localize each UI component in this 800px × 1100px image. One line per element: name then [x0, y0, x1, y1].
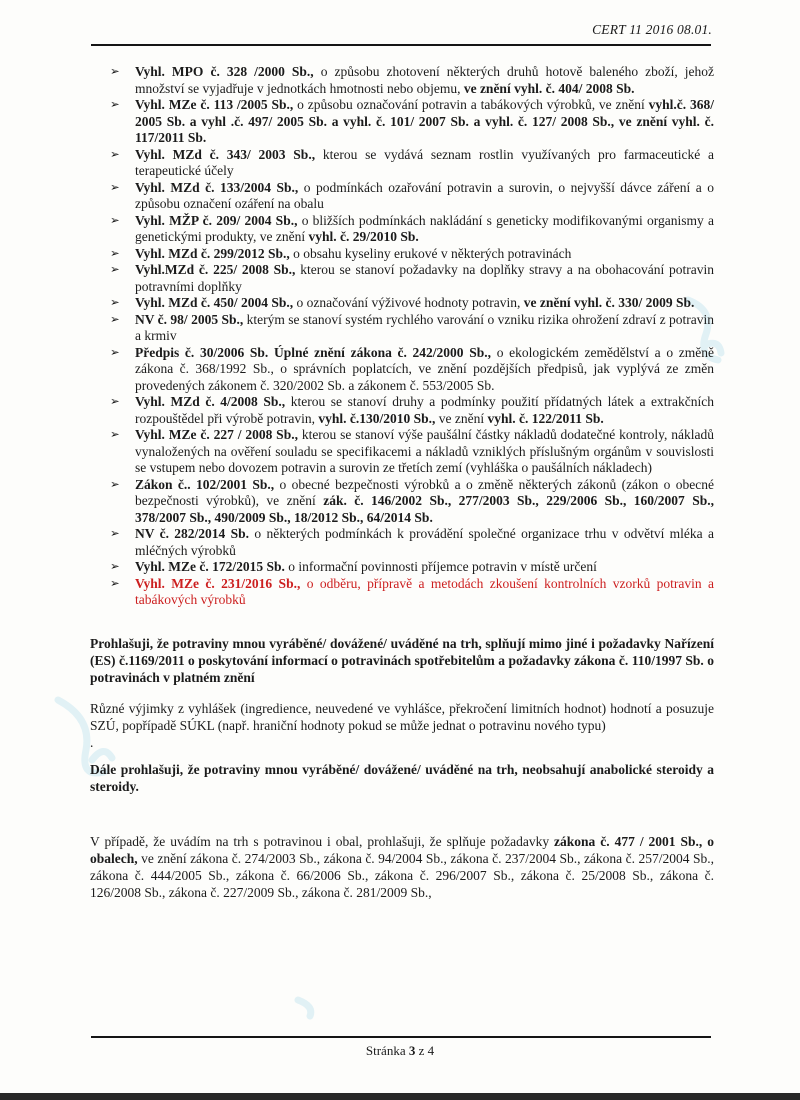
text-segment: Dále prohlašuji, že potraviny mnou vyráběné/ dovážené/ uváděné na trh, neobsahují anabolické steroidy a steroidy.: [90, 761, 714, 794]
regulation-list-item: [110, 576, 714, 609]
watermark-stroke: [298, 1000, 311, 1016]
text-segment: ve znění: [435, 410, 488, 426]
text-segment: vyhl.č. 368/ 2005 Sb. a vyhl .č. 497/ 2005 Sb. a vyhl. č. 101/ 2007 Sb. a vyhl. č. 127/ 2008 Sb., ve znění vyhl. č. 117/2011 Sb.: [135, 97, 714, 145]
regulation-text: [135, 477, 714, 527]
regulation-list-item: [110, 312, 714, 345]
document-reference: CERT 11 2016 08.01.: [592, 22, 712, 37]
arrow-bullet-icon: ➢: [110, 99, 120, 111]
text-segment: o podmínkách ozařování potravin a surovin, o nejvyšší dávce záření a o způsobu označení ozáření na obalu: [135, 179, 714, 211]
regulation-list-item: [110, 345, 714, 395]
text-segment: Vyhl. MZd č. 4/2008 Sb.,: [135, 394, 286, 409]
text-segment: kterou se stanoví požadavky na doplňky stravy a na obohacování potravin potravními doplňky: [135, 262, 714, 294]
declaration-paragraph-steroids: [90, 761, 714, 795]
text-segment: o obecné bezpečnosti výrobků a o změně některých zákonů (zákon o obecné bezpečnosti výrobků), ve znění: [135, 476, 714, 508]
declaration-paragraph-food-info: [90, 635, 714, 686]
regulation-list-item: [110, 180, 714, 213]
regulation-list-item: [110, 394, 714, 427]
regulation-list-item: [110, 246, 714, 263]
text-segment: Vyhl. MPO č. 328 /2000 Sb.,: [135, 64, 314, 79]
text-segment: o některých podmínkách k provádění společné organizace trhu v odvětví mléka a mléčných výrobků: [135, 526, 714, 558]
regulation-list-item: [110, 295, 714, 312]
text-segment: Vyhl. MZe č. 231/2016 Sb.,: [135, 575, 301, 591]
text-segment: vyhl. č.130/2010 Sb.,: [318, 410, 436, 426]
document-body: [90, 64, 714, 901]
text-segment: ve znění zákona č. 274/2003 Sb., zákona č. 94/2004 Sb., zákona č. 237/2004 Sb., zákona č. 257/2004 Sb., zákona č. 444/2005 Sb., zákona č. 66/2006 Sb., zákona č. 296/2007 Sb., zákona č. 25/2008 Sb., zákona č. 126/2008 Sb., zákona č. 227/2009 Sb., zákona č. 281/2009 Sb.,: [90, 850, 714, 900]
arrow-bullet-icon: ➢: [110, 214, 120, 227]
text-segment: Vyhl. MŽP č. 209/ 2004 Sb.,: [135, 212, 298, 228]
regulation-text: [135, 147, 714, 180]
regulation-list-item: [110, 64, 714, 97]
text-segment: Zákon č.. 102/2001 Sb.,: [135, 476, 275, 492]
text-segment: o obsahu kyseliny erukové v některých potravinách: [289, 245, 572, 261]
regulation-text: [135, 295, 714, 312]
declaration-paragraph-packaging: [90, 833, 714, 901]
regulation-list-item: [110, 427, 714, 477]
text-segment: zákona č. 477 / 2001 Sb., o obalech,: [90, 833, 714, 866]
regulation-list-item: [110, 559, 714, 576]
regulation-list: [90, 64, 714, 609]
text-segment: o bližších podmínkách nakládání s geneticky modifikovanými organismy a genetickými produkty, ve znění: [135, 212, 714, 244]
text-segment: Stránka: [365, 1043, 409, 1058]
regulation-list-item: [110, 262, 714, 295]
footer-rule: [91, 1036, 711, 1038]
arrow-bullet-icon: ➢: [110, 148, 120, 161]
text-segment: NV č. 282/2014 Sb.: [135, 526, 250, 541]
arrow-bullet-icon: ➢: [110, 478, 120, 491]
text-segment: Předpis č. 30/2006 Sb. Úplné znění zákona č. 242/2000 Sb.,: [135, 344, 492, 360]
text-segment: vyhl. č. 29/2010 Sb.: [308, 229, 419, 244]
regulation-text: [135, 262, 714, 295]
regulation-text: [135, 180, 714, 213]
regulation-list-item: [110, 526, 714, 559]
arrow-bullet-icon: ➢: [110, 264, 120, 276]
arrow-bullet-icon: ➢: [110, 561, 120, 573]
arrow-bullet-icon: ➢: [110, 528, 120, 540]
text-segment: Vyhl. MZd č. 343/ 2003 Sb.,: [135, 146, 316, 162]
regulation-text: [135, 526, 714, 559]
arrow-bullet-icon: ➢: [110, 577, 120, 590]
arrow-bullet-icon: ➢: [110, 313, 120, 326]
regulation-text: [135, 213, 714, 246]
arrow-bullet-icon: ➢: [110, 396, 120, 408]
text-segment: o ekologickém zemědělství a o změně zákona č. 368/1992 Sb., o správních poplatcích, ve znění pozdějších předpisů, jak vyplývá ze změn provedených zákonem č. 320/2002 Sb. a zákonem č. 553/2005 Sb.: [135, 344, 714, 393]
text-segment: kterou se stanoví výše paušální částky nákladů dodatečné kontroly, nákladů vynaložených na ověření souladu se specifikacemi a nákladů vzniklých příslušným orgánům v souvislosti se vstupem nebo dovozem potravin a surovin ze třetích zemí (vyhláška o paušálních nákladech): [135, 427, 714, 475]
regulation-text: [135, 246, 714, 263]
regulation-list-item: [110, 97, 714, 147]
regulation-list-item: [110, 147, 714, 180]
text-segment: Vyhl. MZd č. 299/2012 Sb.,: [135, 245, 290, 261]
text-segment: V případě, že uvádím na trh s potravinou i obal, prohlašuji, že splňuje požadavky: [90, 833, 555, 849]
regulation-text: [135, 312, 714, 345]
scan-edge-band: [0, 1093, 800, 1100]
text-segment: o informační povinnosti příjemce potravin v místě určení: [284, 559, 597, 574]
text-segment: o způsobu zhotovení některých druhů hotově baleného zboží, jehož množství se vyjadřuje v jednotkách hmotnosti nebo objemu,: [135, 64, 714, 96]
regulation-text: [135, 97, 714, 147]
regulation-text: [135, 394, 714, 427]
text-segment: kterou se vydává seznam rostlin využívaných pro farmaceutické a terapeutické účely: [135, 146, 714, 178]
text-segment: o způsobu označování potravin a tabákových výrobků, ve znění: [293, 97, 649, 112]
paragraph-exceptions: [90, 700, 714, 734]
regulation-list-item: [110, 213, 714, 246]
text-segment: z 4: [415, 1043, 435, 1058]
regulation-text: [135, 559, 714, 576]
text-segment: Vyhl. MZe č. 227 / 2008 Sb.,: [135, 427, 298, 442]
regulation-text: [135, 345, 714, 395]
arrow-bullet-icon: ➢: [110, 429, 120, 441]
text-segment: Vyhl. MZd č. 450/ 2004 Sb.,: [135, 295, 294, 310]
text-segment: Vyhl.MZd č. 225/ 2008 Sb.,: [135, 262, 296, 277]
text-segment: NV č. 98/ 2005 Sb.,: [135, 311, 244, 327]
text-segment: ve znění vyhl. č. 330/ 2009 Sb.: [523, 295, 695, 310]
text-segment: Vyhl. MZe č. 113 /2005 Sb.,: [135, 97, 294, 112]
text-segment: vyhl. č. 122/2011 Sb.: [487, 410, 604, 426]
arrow-bullet-icon: ➢: [110, 181, 120, 194]
text-segment: Různé výjimky z vyhlášek (ingredience, neuvedené ve vyhlášce, překročení limitních hodnot) hodnotí a posuzuje SZÚ, popřípadě SÚKL (např. hraniční hodnoty pokud se může jednat o potravinu nového typu): [90, 700, 714, 733]
header-rule: [91, 44, 711, 46]
text-segment: zák. č. 146/2002 Sb., 277/2003 Sb., 229/2006 Sb., 160/2007 Sb., 378/2007 Sb., 490/2009 Sb., 18/2012 Sb., 64/2014 Sb.: [135, 493, 714, 525]
regulation-text: [135, 64, 714, 97]
arrow-bullet-icon: ➢: [110, 247, 120, 260]
arrow-bullet-icon: ➢: [110, 297, 120, 309]
paragraph-stray-dot: [90, 734, 714, 751]
text-segment: Vyhl. MZd č. 133/2004 Sb.,: [135, 179, 299, 195]
regulation-list-item: [110, 477, 714, 527]
arrow-bullet-icon: ➢: [110, 66, 120, 78]
text-segment: Vyhl. MZe č. 172/2015 Sb.: [135, 559, 285, 574]
text-segment: ve znění vyhl. č. 404/ 2008 Sb.: [463, 80, 635, 96]
regulation-text: [135, 576, 714, 609]
regulation-text: [135, 427, 714, 477]
text-segment: o odběru, přípravě a metodách zkoušení kontrolních vzorků potravin a tabákových výrobků: [135, 575, 714, 607]
text-segment: o označování výživové hodnoty potravin,: [293, 295, 524, 310]
text-segment: kterým se stanoví systém rychlého varování o vzniku rizika ohrožení zdraví z potravin a krmiv: [135, 311, 715, 343]
text-segment: kterou se stanoví druhy a podmínky použití přídatných látek a extrakčních rozpouštědel při výrobě potravin,: [135, 394, 714, 426]
text-segment: Prohlašuji, že potraviny mnou vyráběné/ dovážené/ uváděné na trh, splňují mimo jiné i požadavky Nařízení (ES) č.1169/2011 o poskytování informací o potravinách spotřebitelům a požadavky zákona č. 110/1997 Sb. o potravinách v platném znění: [90, 635, 714, 685]
text-segment: .: [90, 734, 94, 750]
text-segment: 3: [408, 1043, 416, 1058]
page-number: [0, 1043, 800, 1059]
arrow-bullet-icon: ➢: [110, 346, 120, 359]
